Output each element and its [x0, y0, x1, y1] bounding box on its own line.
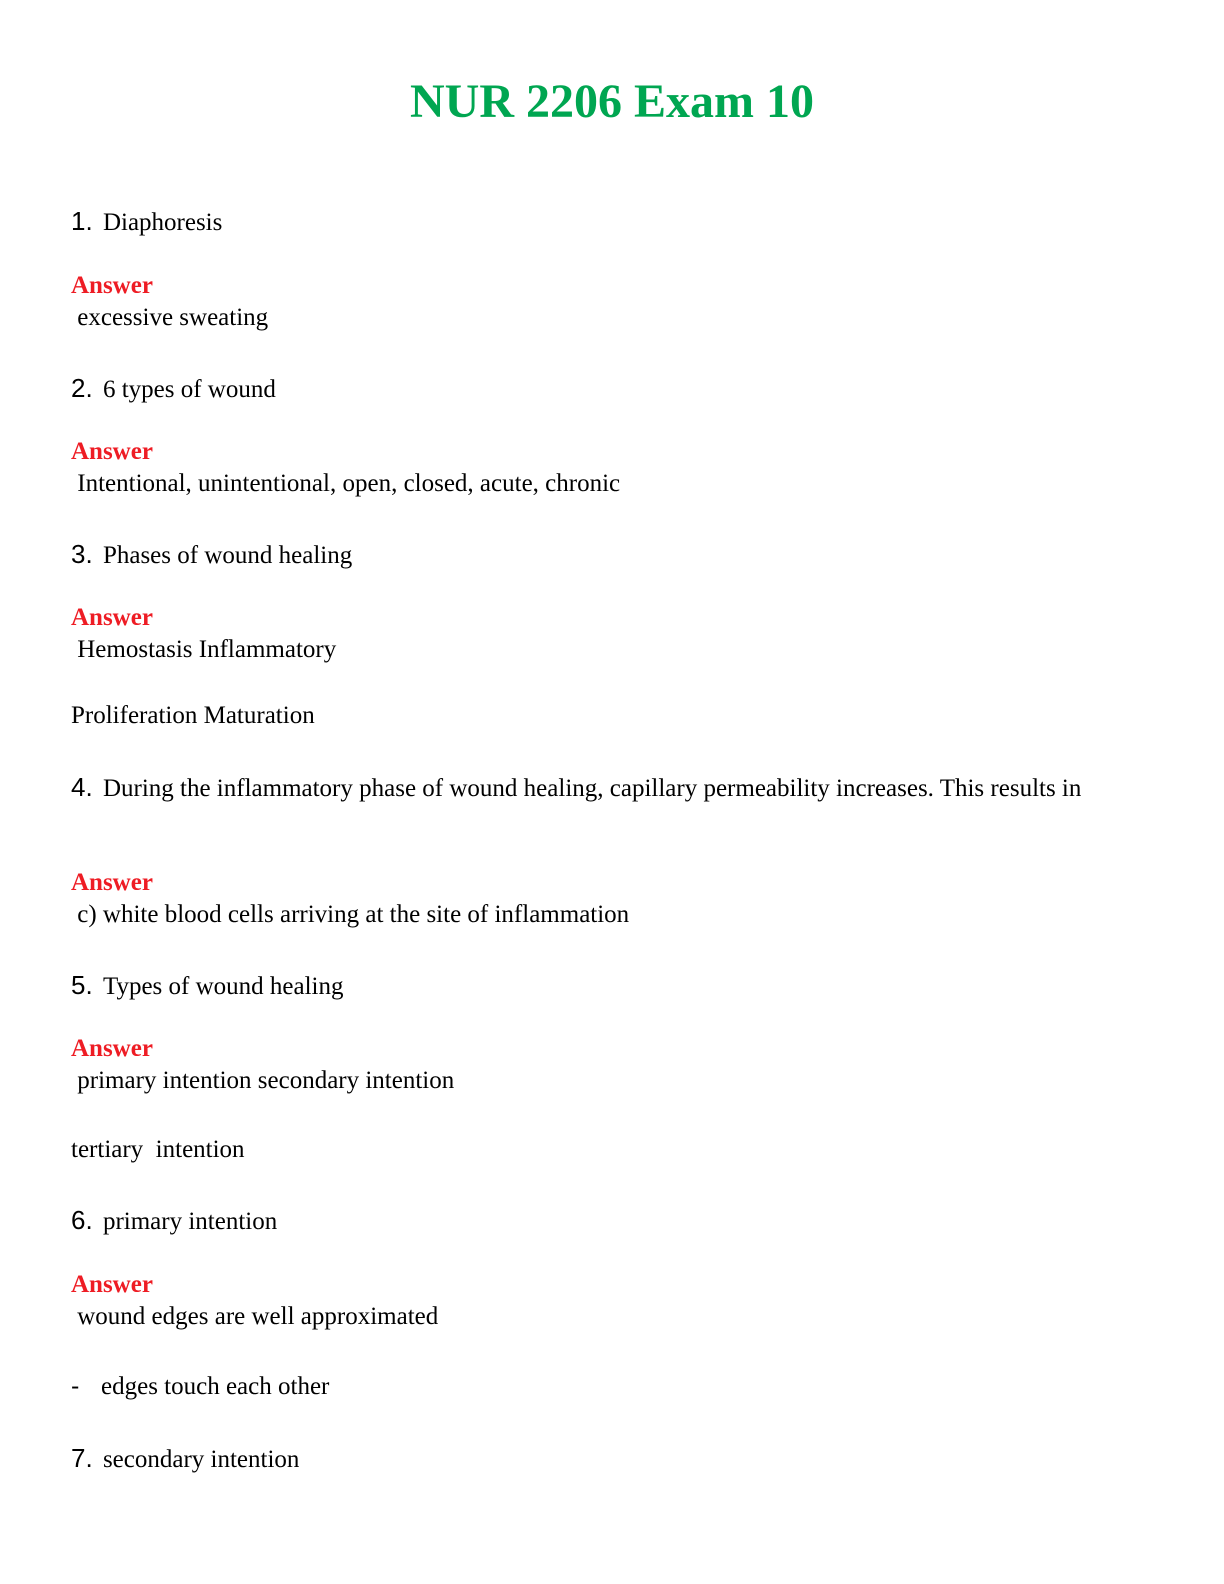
question-text: 6 types of wound — [102, 376, 276, 403]
answer-label: Answer — [71, 438, 153, 465]
dash-bullet: - — [71, 1372, 80, 1400]
question-text: During the inflammatory phase of wound healing, capillary permeability increases. This results in — [102, 775, 1082, 802]
question-1 — [71, 206, 1131, 238]
question-number: 2. — [71, 373, 93, 403]
question-text: Diaphoresis — [102, 209, 223, 236]
answer-label: Answer — [71, 1271, 153, 1298]
question-number: 6. — [71, 1205, 93, 1235]
question-text: Phases of wound healing — [102, 542, 353, 569]
document-title: NUR 2206 Exam 10 — [410, 75, 814, 128]
question-text: secondary intention — [102, 1446, 300, 1473]
answer-text: excessive sweating — [71, 304, 269, 331]
answer-text: c) white blood cells arriving at the site of inflammation — [71, 901, 630, 928]
question-text: Types of wound healing — [102, 973, 344, 1000]
question-number: 1. — [71, 206, 93, 236]
question-number: 3. — [71, 539, 93, 569]
answer-label: Answer — [71, 869, 153, 896]
question-3 — [71, 539, 1131, 571]
question-text: primary intention — [102, 1208, 278, 1235]
answer-text: Intentional, unintentional, open, closed, acute, chronic — [71, 470, 621, 497]
answer-text: tertiary intention — [71, 1136, 245, 1163]
answer-text: primary intention secondary intention — [71, 1067, 455, 1094]
question-2 — [71, 373, 1131, 405]
question-4 — [71, 772, 1131, 804]
answer-text: Proliferation Maturation — [71, 702, 315, 729]
question-number: 7. — [71, 1443, 93, 1473]
question-5 — [71, 970, 1131, 1002]
answer-label: Answer — [71, 272, 153, 299]
answer-text: wound edges are well approximated — [71, 1303, 439, 1330]
answer-bullet — [71, 1371, 329, 1402]
question-number: 5. — [71, 970, 93, 1000]
question-number: 4. — [71, 772, 93, 802]
question-7 — [71, 1443, 1131, 1475]
bullet-text: edges touch each other — [101, 1373, 330, 1400]
question-6 — [71, 1205, 1131, 1237]
answer-label: Answer — [71, 1035, 153, 1062]
answer-label: Answer — [71, 604, 153, 631]
answer-text: Hemostasis Inflammatory — [71, 636, 337, 663]
